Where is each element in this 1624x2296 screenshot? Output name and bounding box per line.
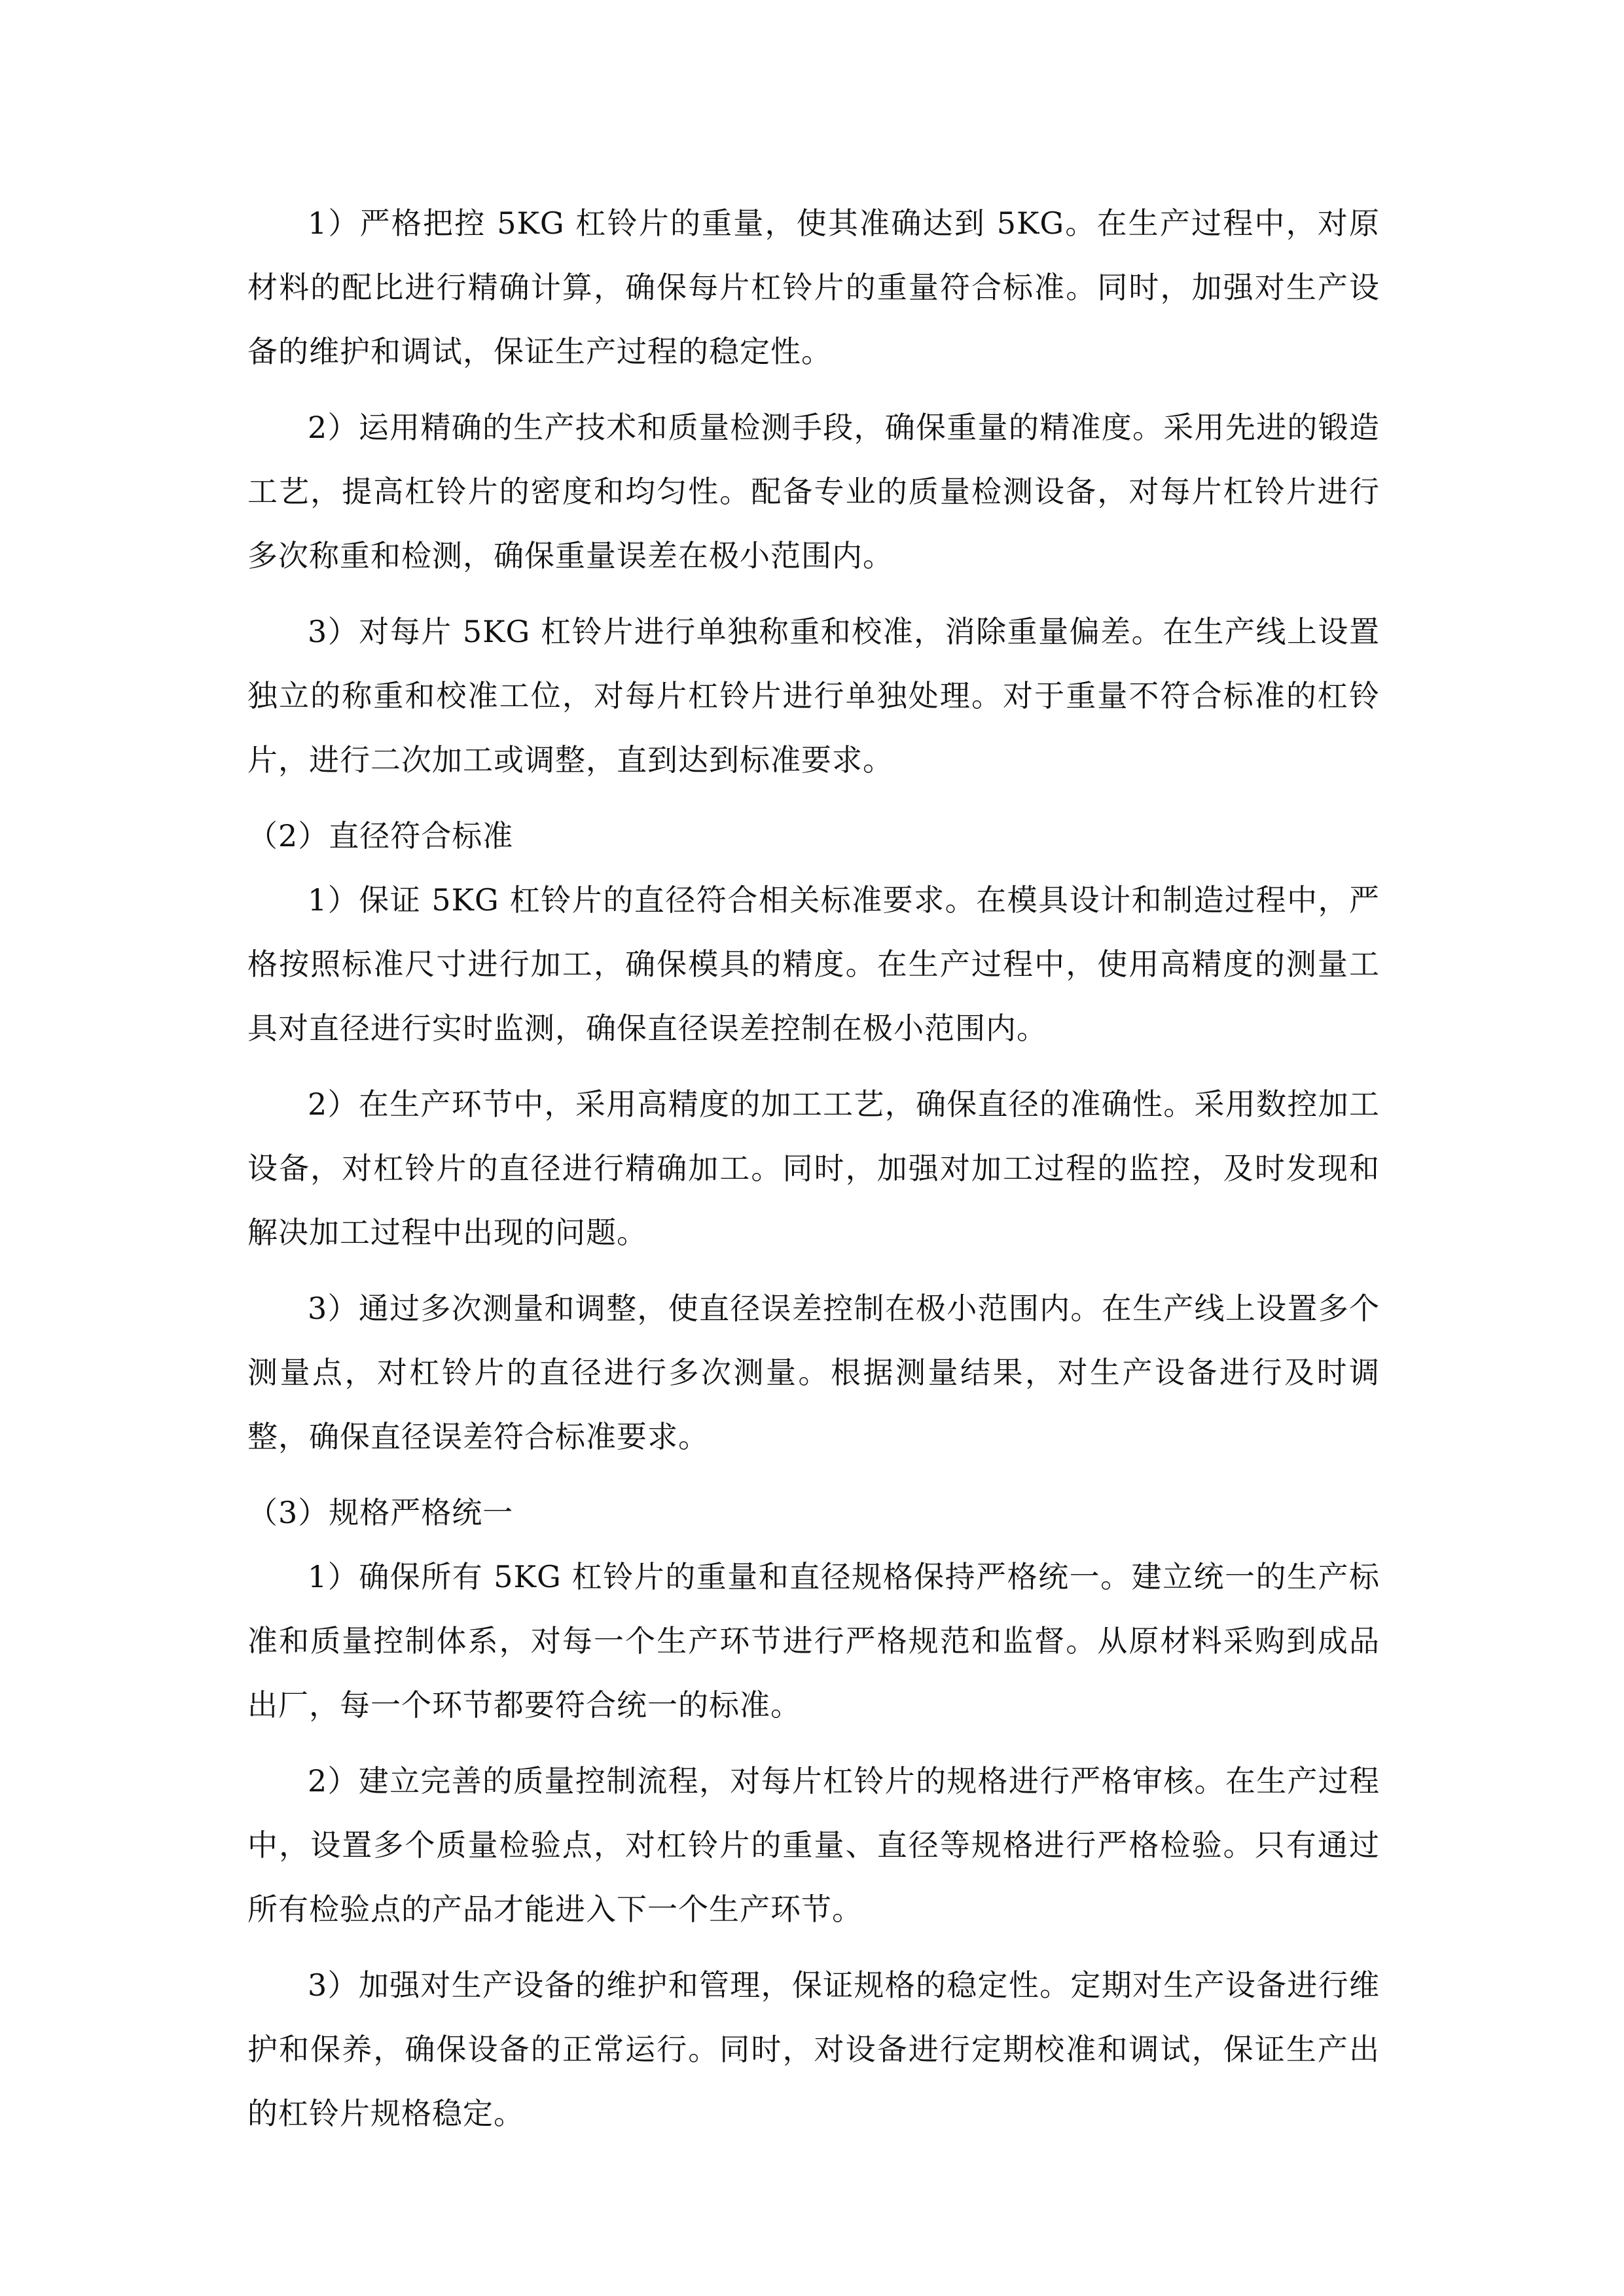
paragraph-diameter-3: 3）通过多次测量和调整，使直径误差控制在极小范围内。在生产线上设置多个测量点，对杠铃片的直径进行多次测量。根据测量结果，对生产设备进行及时调整，确保直径误差符合标准要求。	[247, 1291, 1380, 1454]
paragraph-spec-3: 3）加强对生产设备的维护和管理，保证规格的稳定性。定期对生产设备进行维护和保养，确保设备的正常运行。同时，对设备进行定期校准和调试，保证生产出的杠铃片规格稳定。	[247, 1967, 1380, 2131]
document-body	[247, 191, 1380, 2145]
section-heading-specification: （3）规格严格统一	[247, 1495, 514, 1530]
paragraph-weight-1: 1）严格把控 5KG 杠铃片的重量，使其准确达到 5KG。在生产过程中，对原材料的配比进行精确计算，确保每片杠铃片的重量符合标准。同时，加强对生产设备的维护和调试，保证生产过程的稳定性。	[247, 206, 1380, 369]
paragraph-weight-2: 2）运用精确的生产技术和质量检测手段，确保重量的精准度。采用先进的锻造工艺，提高杠铃片的密度和均匀性。配备专业的质量检测设备，对每片杠铃片进行多次称重和检测，确保重量误差在极小范围内。	[247, 410, 1380, 573]
section-heading-diameter: （2）直径符合标准	[247, 818, 514, 853]
paragraph-spec-1: 1）确保所有 5KG 杠铃片的重量和直径规格保持严格统一。建立统一的生产标准和质量控制体系，对每一个生产环节进行严格规范和监督。从原材料采购到成品出厂，每一个环节都要符合统一的标准。	[247, 1559, 1380, 1723]
paragraph-weight-3: 3）对每片 5KG 杠铃片进行单独称重和校准，消除重量偏差。在生产线上设置独立的称重和校准工位，对每片杠铃片进行单独处理。对于重量不符合标准的杠铃片，进行二次加工或调整，直到达到标准要求。	[247, 614, 1380, 778]
paragraph-diameter-1: 1）保证 5KG 杠铃片的直径符合相关标准要求。在模具设计和制造过程中，严格按照标准尺寸进行加工，确保模具的精度。在生产过程中，使用高精度的测量工具对直径进行实时监测，确保直径误差控制在极小范围内。	[247, 882, 1380, 1046]
paragraph-diameter-2: 2）在生产环节中，采用高精度的加工工艺，确保直径的准确性。采用数控加工设备，对杠铃片的直径进行精确加工。同时，加强对加工过程的监控，及时发现和解决加工过程中出现的问题。	[247, 1086, 1380, 1250]
paragraph-spec-2: 2）建立完善的质量控制流程，对每片杠铃片的规格进行严格审核。在生产过程中，设置多个质量检验点，对杠铃片的重量、直径等规格进行严格检验。只有通过所有检验点的产品才能进入下一个生产环节。	[247, 1763, 1380, 1927]
